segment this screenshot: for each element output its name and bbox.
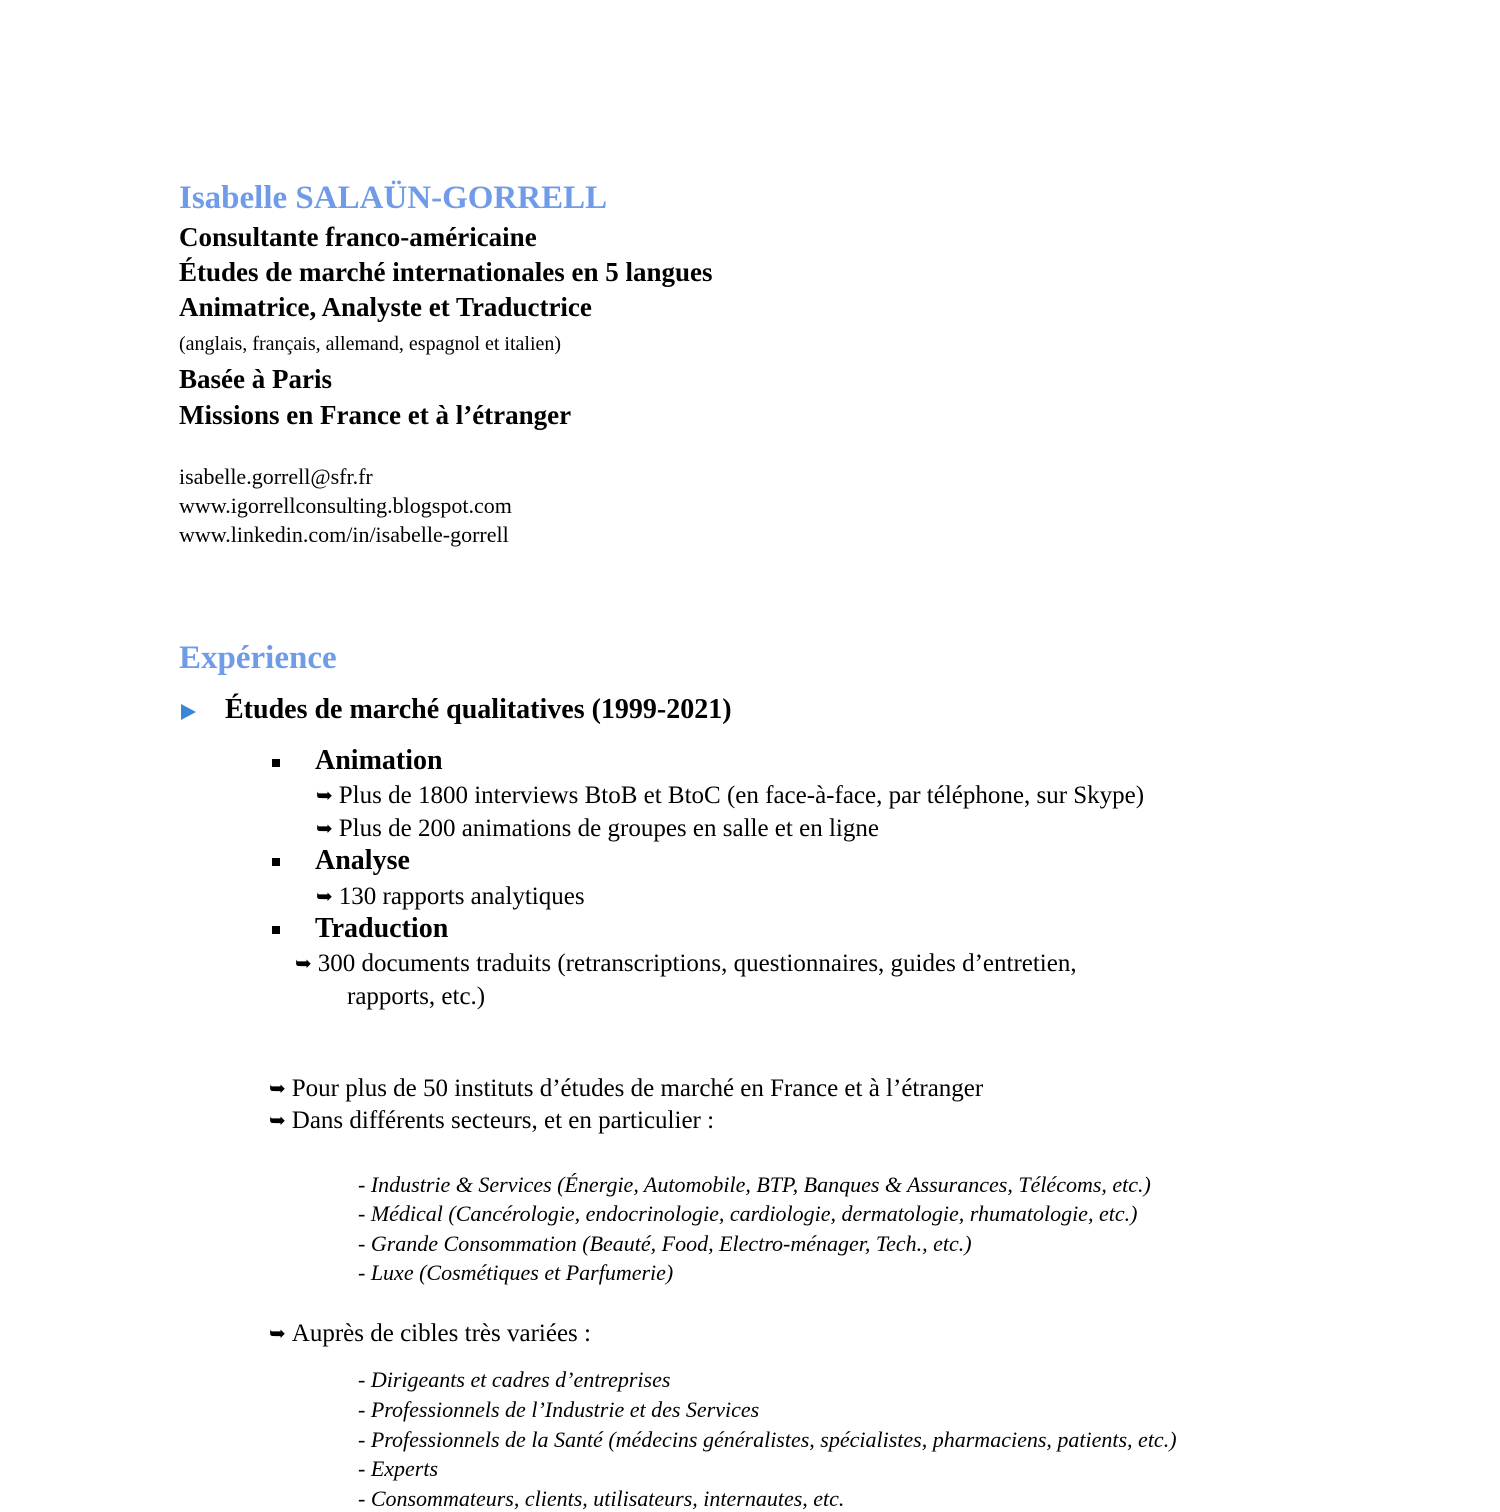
list-item: ➥ 130 rapports analytiques (316, 883, 585, 910)
linkedin-link[interactable]: www.linkedin.com/in/isabelle-gorrell (179, 522, 509, 547)
square-bullet-icon (272, 759, 280, 767)
curved-arrow-icon: ➥ (269, 1108, 286, 1132)
square-bullet-icon (272, 926, 280, 934)
summary-point: ➥ Pour plus de 50 instituts d’études de marché en France et à l’étranger (269, 1075, 984, 1102)
curved-arrow-icon: ➥ (316, 816, 333, 840)
target-item: - Professionnels de la Santé (médecins généralistes, spécialistes, pharmaciens, patients, etc.) (358, 1427, 1177, 1452)
sector-item: - Médical (Cancérologie, endocrinologie, cardiologie, dermatologie, rhumatologie, etc.) (358, 1201, 1138, 1226)
triangle-bullet-icon (181, 704, 196, 720)
list-item: ➥ Plus de 1800 interviews BtoB et BtoC (en face-à-face, par téléphone, sur Skype) (316, 782, 1145, 809)
subsection-label: Animation (315, 745, 443, 776)
list-item-continuation: rapports, etc.) (347, 983, 486, 1010)
email-link[interactable]: isabelle.gorrell@sfr.fr (179, 464, 373, 489)
list-item: ➥ 300 documents traduits (retranscriptions, questionnaires, guides d’entretien, (295, 950, 1077, 977)
curved-arrow-icon: ➥ (316, 884, 333, 908)
summary-point: ➥ Dans différents secteurs, et en particulier : (269, 1107, 715, 1134)
curved-arrow-icon: ➥ (316, 783, 333, 807)
target-item: - Dirigeants et cadres d’entreprises (358, 1367, 671, 1392)
location-line: Basée à Paris (179, 364, 332, 394)
candidate-name: Isabelle SALAÜN-GORRELL (179, 180, 608, 216)
languages-note: (anglais, français, allemand, espagnol et italien) (179, 333, 562, 355)
subsection-label: Traduction (315, 913, 449, 944)
blog-link[interactable]: www.igorrellconsulting.blogspot.com (179, 493, 512, 518)
curved-arrow-icon: ➥ (269, 1076, 286, 1100)
square-bullet-icon (272, 858, 280, 866)
job-title: Études de marché qualitatives (1999-2021) (225, 694, 732, 725)
targets-intro: ➥ Auprès de cibles très variées : (269, 1320, 591, 1347)
curved-arrow-icon: ➥ (295, 951, 312, 975)
title-line: Consultante franco-américaine (179, 222, 537, 252)
target-item: - Experts (358, 1456, 439, 1481)
location-line: Missions en France et à l’étranger (179, 400, 572, 430)
sector-item: - Grande Consommation (Beauté, Food, Electro-ménager, Tech., etc.) (358, 1231, 972, 1256)
target-item: - Professionnels de l’Industrie et des Services (358, 1397, 760, 1422)
subsection-label: Analyse (315, 845, 410, 876)
target-item: - Consommateurs, clients, utilisateurs, internautes, etc. (358, 1486, 845, 1511)
sector-item: - Industrie & Services (Énergie, Automobile, BTP, Banques & Assurances, Télécoms, etc.) (358, 1172, 1151, 1197)
sector-item: - Luxe (Cosmétiques et Parfumerie) (358, 1260, 674, 1285)
title-line: Animatrice, Analyste et Traductrice (179, 292, 592, 322)
section-title-experience: Expérience (179, 640, 337, 676)
curved-arrow-icon: ➥ (269, 1321, 286, 1345)
title-line: Études de marché internationales en 5 langues (179, 257, 713, 287)
list-item: ➥ Plus de 200 animations de groupes en salle et en ligne (316, 815, 879, 842)
